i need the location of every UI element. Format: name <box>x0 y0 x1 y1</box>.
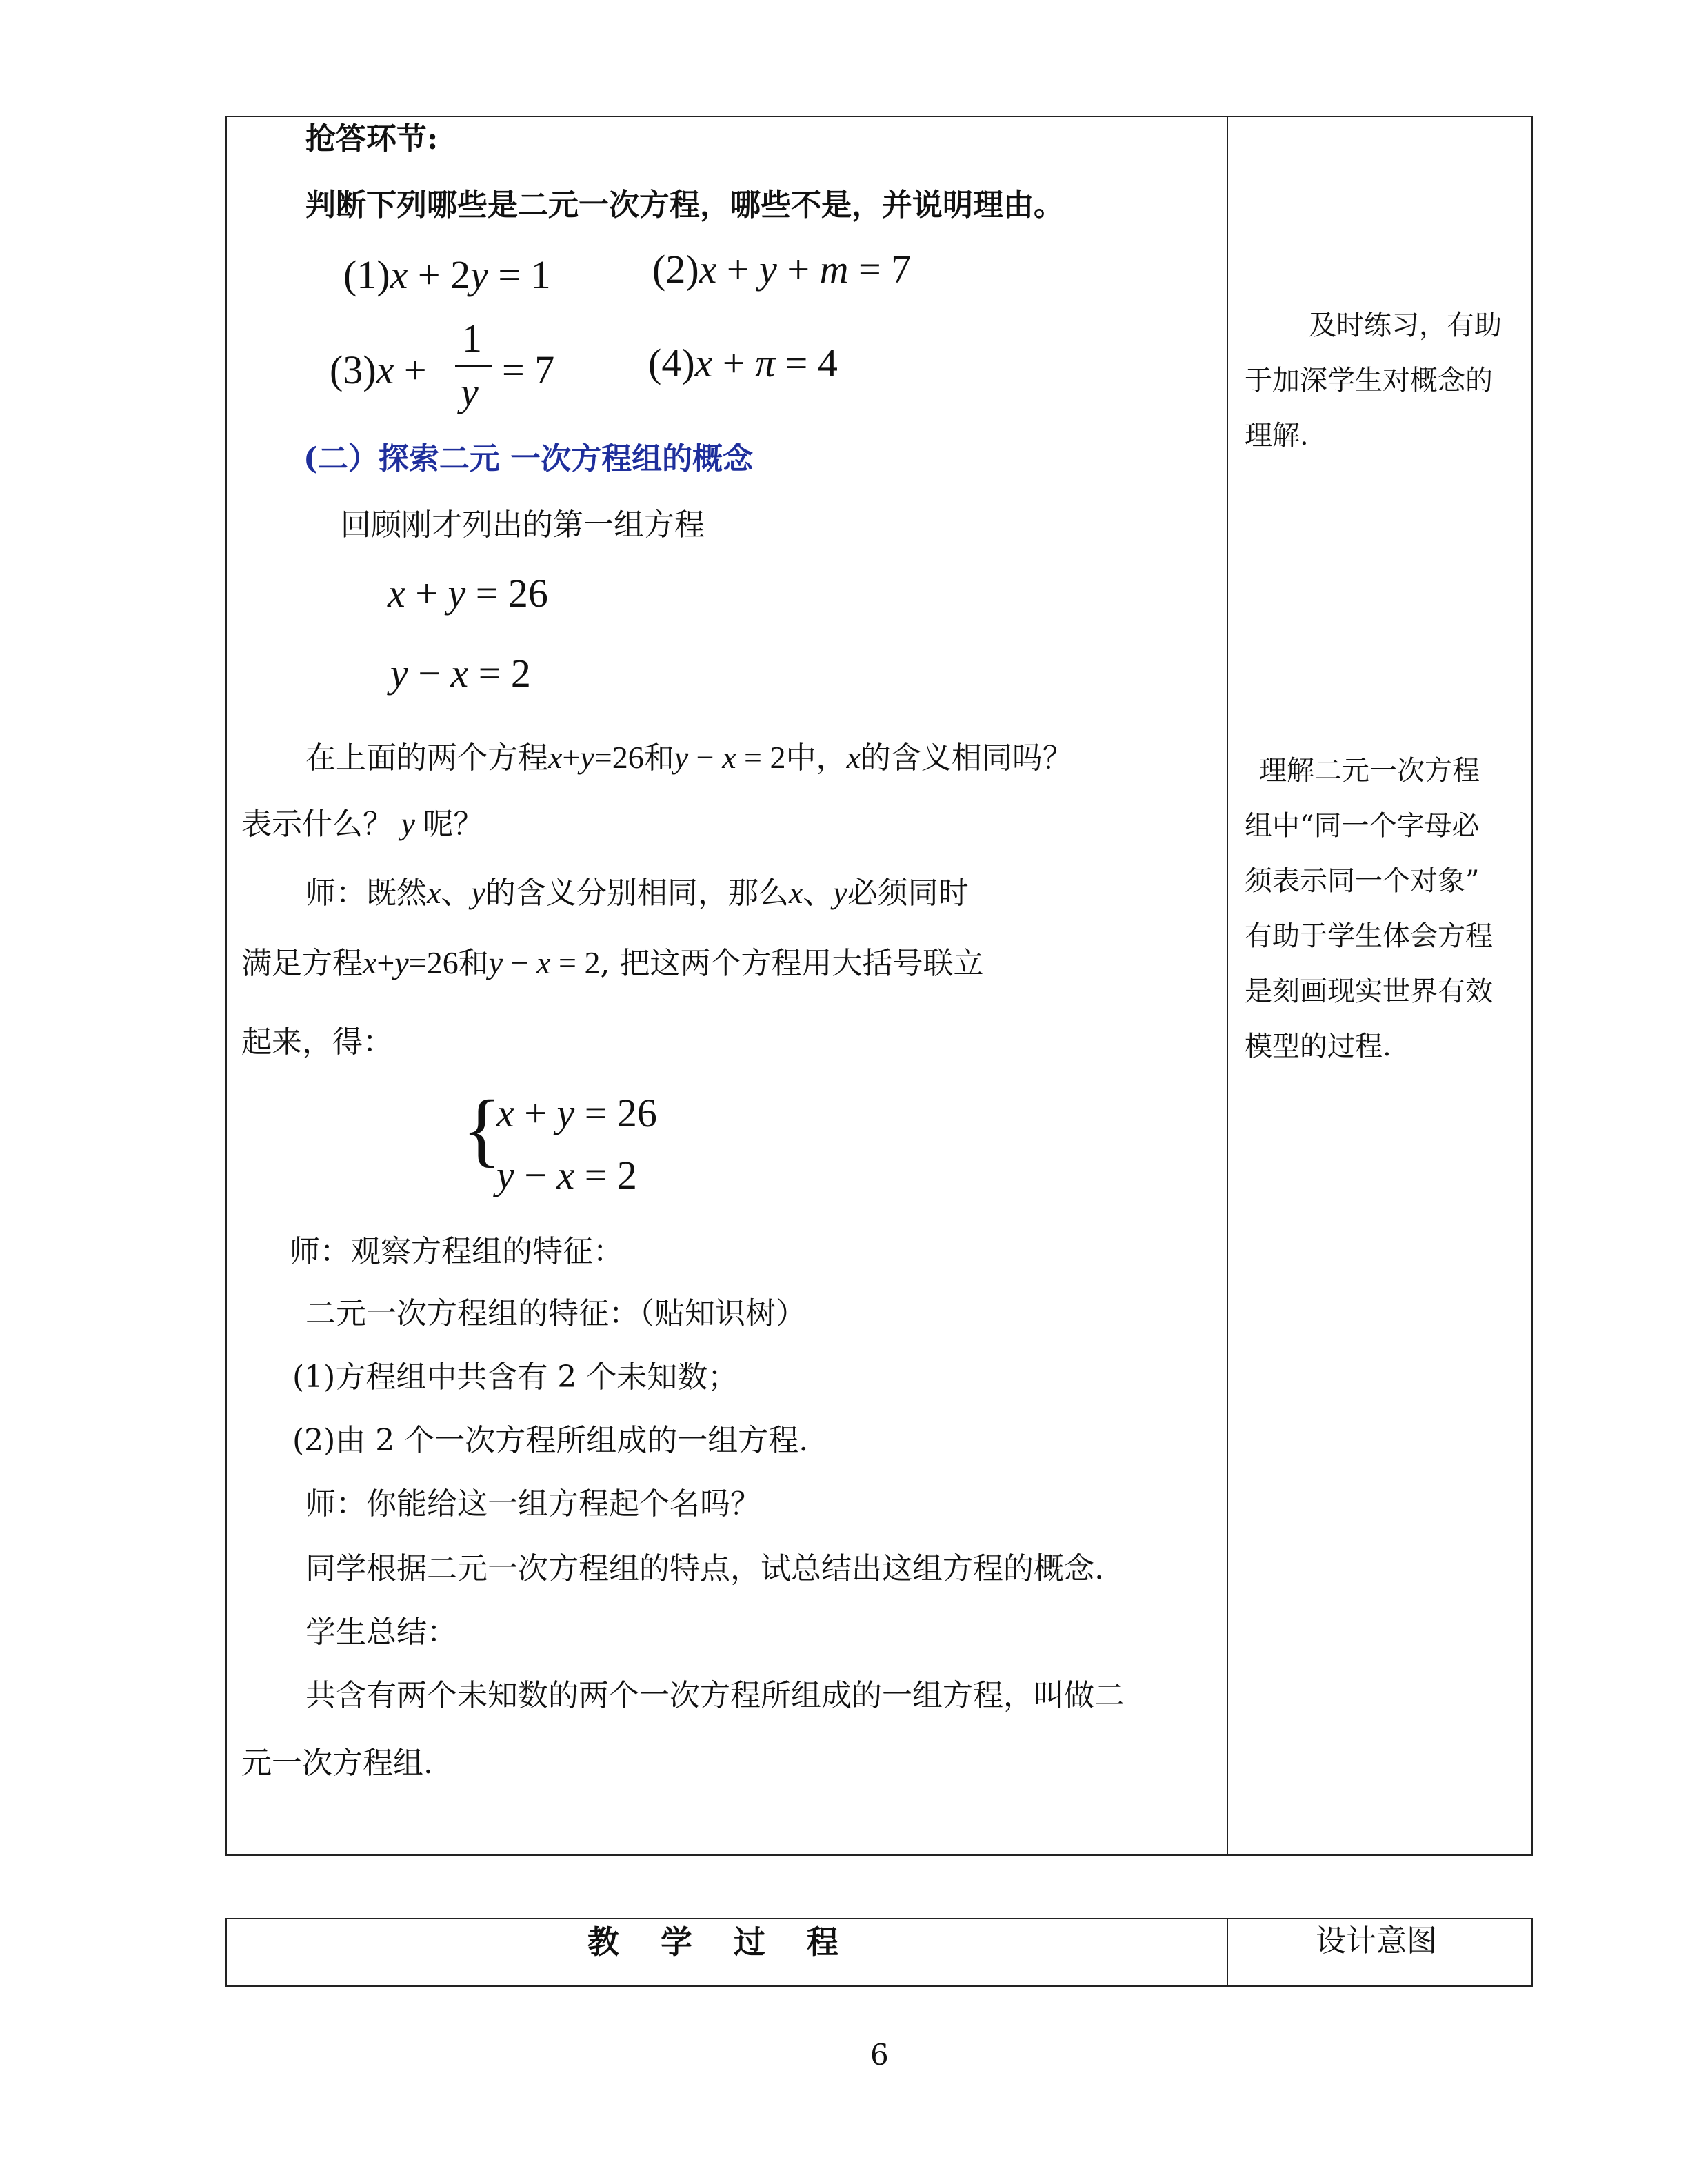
side-note-2-line-3: 须表示同一个对象” <box>1245 865 1480 897</box>
equation-3-rhs: = 7 <box>502 347 555 392</box>
fraction-numerator: 1 <box>462 316 482 361</box>
system-equation-1: x + y = 26 <box>496 1091 657 1135</box>
side-note-2-line-4: 有助于学生体会方程 <box>1245 920 1493 952</box>
review-text: 回顾刚才列出的第一组方程 <box>341 507 705 543</box>
student-summary: 学生总结： <box>305 1615 457 1650</box>
summarize-prompt: 同学根据二元一次方程组的特点，试总结出这组方程的概念. <box>305 1551 1104 1586</box>
question-line-2: 表示什么？ y 呢？ <box>241 806 484 842</box>
column-divider <box>1227 116 1228 1856</box>
equation-x-plus-y: x + y = 26 <box>388 571 548 616</box>
equation-1: (1)x + 2y = 1 <box>343 252 551 297</box>
feature-1: (1)方程组中共含有 2 个未知数； <box>292 1359 738 1395</box>
teaching-process-header: 教学过程 <box>587 1923 880 1961</box>
quick-answer-title: 抢答环节: <box>305 121 439 156</box>
page-number: 6 <box>870 2038 889 2072</box>
side-note-2-line-2: 组中“同一个字母必 <box>1245 810 1480 842</box>
design-intent-header: 设计意图 <box>1316 1923 1437 1959</box>
fraction-denominator: y <box>461 370 479 414</box>
definition-line-2: 元一次方程组. <box>241 1746 433 1781</box>
equation-3: (3)x + <box>330 347 427 392</box>
teacher-line-3: 起来，得： <box>241 1024 393 1060</box>
header-divider <box>1227 1918 1228 1987</box>
section-2-title: (二）探索二元 一次方程组的概念 <box>303 441 754 476</box>
teacher-line-2: 满足方程x+y=26和y − x = 2, 把这两个方程用大括号联立 <box>241 945 984 981</box>
question-line-1: 在上面的两个方程x+y=26和y − x = 2中，x的含义相同吗？ <box>305 740 1073 776</box>
feature-2: (2)由 2 个一次方程所组成的一组方程. <box>292 1423 809 1458</box>
teacher-line-1: 师：既然x、y的含义分别相同，那么x、y必须同时 <box>305 875 969 911</box>
side-note-1-line-1: 及时练习，有助 <box>1309 310 1502 341</box>
side-note-1-line-2: 于加深学生对概念的 <box>1245 365 1493 396</box>
equation-y-minus-x: y − x = 2 <box>390 651 531 696</box>
side-note-1-line-3: 理解. <box>1245 420 1309 452</box>
equation-4: (4)x + π = 4 <box>648 341 838 385</box>
system-equation-2: y − x = 2 <box>496 1153 637 1197</box>
fraction-bar <box>455 365 492 367</box>
name-question: 师：你能给这一组方程起个名吗？ <box>305 1486 761 1521</box>
judge-prompt: 判断下列哪些是二元一次方程，哪些不是，并说明理由。 <box>305 188 1064 223</box>
side-note-2-line-6: 模型的过程. <box>1245 1031 1391 1062</box>
definition-line-1: 共含有两个未知数的两个一次方程所组成的一组方程，叫做二 <box>305 1678 1125 1713</box>
equation-2: (2)x + y + m = 7 <box>652 247 912 292</box>
features-title: 二元一次方程组的特征：（贴知识树） <box>305 1296 806 1331</box>
observe-text: 师：观察方程组的特征： <box>290 1234 623 1269</box>
side-note-2-line-1: 理解二元一次方程 <box>1259 755 1480 787</box>
system-brace: { <box>462 1083 502 1175</box>
side-note-2-line-5: 是刻画现实世界有效 <box>1245 975 1493 1007</box>
